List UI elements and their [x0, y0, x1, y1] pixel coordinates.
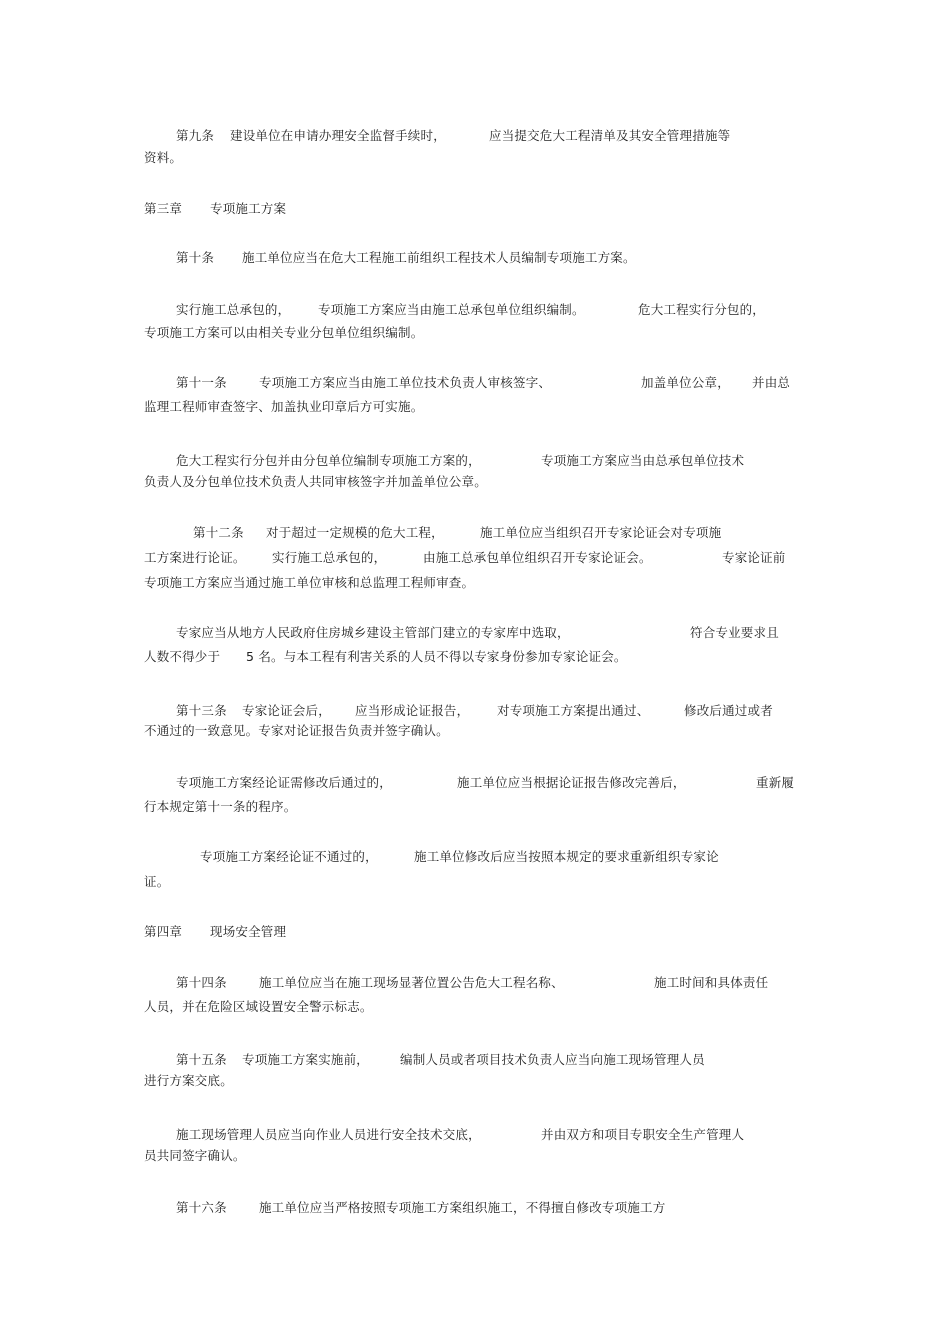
- text-segment: 员共同签字确认。: [144, 1148, 246, 1163]
- text-segment: 专项施工方案应当由总承包单位技术: [541, 453, 745, 468]
- chapter-title: 现场安全管理: [210, 924, 287, 939]
- text-segment: 对于超过一定规模的危大工程，: [266, 525, 444, 540]
- text-segment: 施工时间和具体责任: [654, 975, 769, 990]
- text-segment: 资料。: [144, 150, 183, 165]
- text-segment: 应当形成论证报告，: [355, 703, 470, 718]
- text-segment: 专项施工方案可以由相关专业分包单位组织编制。: [144, 325, 424, 340]
- article-number: 第九条: [176, 128, 215, 143]
- text-segment: 专家论证前: [722, 550, 786, 565]
- text-segment: 不通过的一致意见。专家对论证报告负责并签字确认。: [144, 723, 449, 738]
- text-segment: 重新履: [756, 775, 795, 790]
- text-segment: 加盖单位公章，: [641, 375, 730, 390]
- text-segment: 人数不得少于: [144, 649, 221, 664]
- text-segment: 修改后通过或者: [684, 703, 773, 718]
- text-segment: 对专项施工方案提出通过、: [497, 703, 650, 718]
- text-segment: 工方案进行论证。: [144, 550, 246, 565]
- text-segment: 专项施工方案经论证不通过的，: [200, 849, 378, 864]
- text-segment: 施工单位修改后应当按照本规定的要求重新组织专家论: [414, 849, 719, 864]
- text-segment: 施工单位应当严格按照专项施工方案组织施工，不得擅自修改专项施工方: [259, 1200, 666, 1215]
- text-segment: 行本规定第十一条的程序。: [144, 799, 297, 814]
- text-segment: 专项施工方案应当通过施工单位审核和总监理工程师审查。: [144, 575, 475, 590]
- text-segment: 并由总: [752, 375, 791, 390]
- text-segment: 专项施工方案实施前，: [242, 1052, 370, 1067]
- text-segment: 进行方案交底。: [144, 1073, 233, 1088]
- article-number: 第十条: [176, 250, 215, 265]
- text-segment: 建设单位在申请办理安全监督手续时，: [230, 128, 446, 143]
- text-segment: 施工单位应当根据论证报告修改完善后，: [457, 775, 686, 790]
- article-number: 第十五条: [176, 1052, 227, 1067]
- text-segment: 危大工程实行分包并由分包单位编制专项施工方案的，: [176, 453, 481, 468]
- text-segment: 专项施工方案应当由施工总承包单位组织编制。: [318, 302, 585, 317]
- text-segment: 由施工总承包单位组织召开专家论证会。: [423, 550, 652, 565]
- text-segment: 施工现场管理人员应当向作业人员进行安全技术交底，: [176, 1127, 481, 1142]
- text-segment: 负责人及分包单位技术负责人共同审核签字并加盖单位公章。: [144, 474, 487, 489]
- article-number: 第十二条: [193, 525, 244, 540]
- text-segment: 施工单位应当组织召开专家论证会对专项施: [480, 525, 722, 540]
- text-segment: 并由双方和项目专职安全生产管理人: [541, 1127, 745, 1142]
- text-segment: 编制人员或者项目技术负责人应当向施工现场管理人员: [400, 1052, 705, 1067]
- text-segment: 实行施工总承包的，: [176, 302, 291, 317]
- text-segment: 人员，并在危险区域设置安全警示标志。: [144, 999, 373, 1014]
- text-segment: 实行施工总承包的，: [272, 550, 387, 565]
- text-segment: 符合专业要求且: [690, 625, 779, 640]
- text-segment: 应当提交危大工程清单及其安全管理措施等: [489, 128, 731, 143]
- text-segment: 专项施工方案应当由施工单位技术负责人审核签字、: [259, 375, 552, 390]
- article-number: 第十六条: [176, 1200, 227, 1215]
- article-number: 第十四条: [176, 975, 227, 990]
- text-segment: 施工单位应当在危大工程施工前组织工程技术人员编制专项施工方案。: [242, 250, 636, 265]
- text-segment: 专家论证会后，: [242, 703, 331, 718]
- article-number: 第十一条: [176, 375, 227, 390]
- text-segment: 专项施工方案经论证需修改后通过的，: [176, 775, 392, 790]
- text-segment: 专家应当从地方人民政府住房城乡建设主管部门建立的专家库中选取，: [176, 625, 570, 640]
- chapter-number: 第四章: [144, 924, 183, 939]
- chapter-number: 第三章: [144, 201, 183, 216]
- text-segment: 监理工程师审查签字、加盖执业印章后方可实施。: [144, 399, 424, 414]
- text-segment: 危大工程实行分包的，: [638, 302, 766, 317]
- article-number: 第十三条: [176, 703, 227, 718]
- chapter-title: 专项施工方案: [210, 201, 287, 216]
- text-segment: 施工单位应当在施工现场显著位置公告危大工程名称、: [259, 975, 564, 990]
- text-segment: 证。: [144, 874, 170, 889]
- text-segment: 5 名。与本工程有利害关系的人员不得以专家身份参加专家论证会。: [246, 649, 627, 664]
